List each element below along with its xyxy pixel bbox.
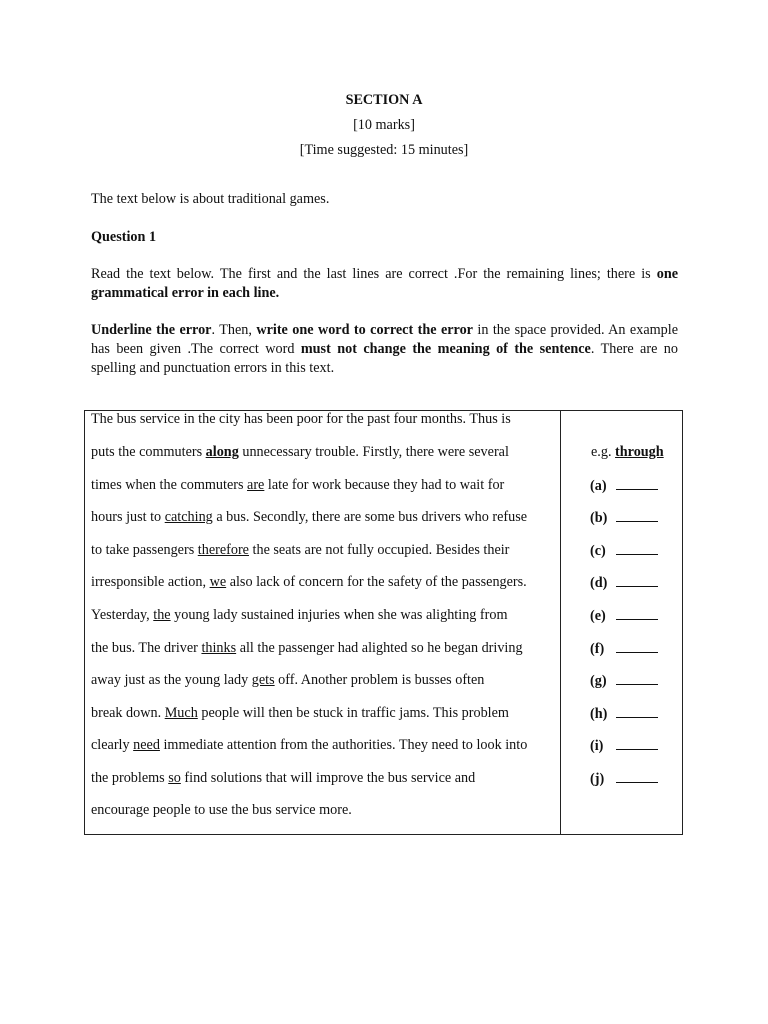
text-line: away just as the young lady gets off. Another problem is busses often: [91, 672, 485, 688]
text-line: to take passengers therefore the seats are not fully occupied. Besides their: [91, 542, 510, 558]
section-marks: [10 marks]: [353, 117, 415, 133]
answer-slot-c[interactable]: (c): [590, 542, 658, 560]
answer-slot-j[interactable]: (j): [590, 770, 658, 788]
answer-slot-b[interactable]: (b): [590, 509, 658, 527]
instruction-2-text-3: . There are no spelling and punctuation errors in this text.: [91, 341, 678, 376]
text-line: hours just to catching a bus. Secondly, there are some bus drivers who refuse: [91, 509, 528, 525]
text-line: encourage people to use the bus service more.: [91, 802, 352, 818]
text-line: irresponsible action, we also lack of concern for the safety of the passengers.: [91, 574, 527, 590]
underlined-error: so: [168, 770, 181, 786]
answer-slot-g[interactable]: (g): [590, 672, 658, 690]
column-divider: [560, 411, 561, 834]
instruction-2-bold-1: Underline the error: [91, 322, 212, 338]
instruction-1-bold: one grammatical error in each line.: [91, 266, 678, 301]
answer-slot-d[interactable]: (d): [590, 574, 658, 592]
text-line: The bus service in the city has been poor for the past four months. Thus is: [91, 411, 511, 427]
question-title: Question 1: [91, 229, 157, 245]
text-line: the problems so find solutions that will improve the bus service and: [91, 770, 476, 786]
underlined-error: therefore: [197, 542, 249, 558]
underlined-error: need: [133, 737, 160, 753]
instruction-2: [91, 321, 678, 378]
instruction-2-text-1: . Then,: [211, 322, 257, 338]
text-line: Yesterday, the young lady sustained injuries when she was alighting from: [91, 607, 508, 623]
answer-slot-f[interactable]: (f): [590, 640, 658, 658]
instruction-2-bold-3: must not change the meaning of the sentence: [300, 341, 591, 357]
underlined-error: gets: [251, 672, 275, 688]
text-line: break down. Much people will then be stuck in traffic jams. This problem: [91, 705, 509, 721]
text-line: times when the commuters are late for work because they had to wait for: [91, 477, 505, 493]
text-line: puts the commuters along unnecessary trouble. Firstly, there were several: [91, 444, 509, 460]
underlined-example: along: [205, 444, 239, 460]
answer-slot-a[interactable]: (a): [590, 477, 658, 495]
instruction-2-text-2: in the space provided. An example has been given .The correct word: [91, 322, 678, 357]
answer-slot-h[interactable]: (h): [590, 705, 658, 723]
answer-slot-i[interactable]: (i): [590, 737, 658, 755]
answer-slot-e[interactable]: (e): [590, 607, 658, 625]
error-correction-table: [84, 410, 683, 835]
instruction-2-bold-2: write one word to correct the error: [256, 322, 473, 338]
underlined-error: catching: [164, 509, 213, 525]
time-suggested: [Time suggested: 15 minutes]: [299, 142, 469, 158]
text-line: clearly need immediate attention from the authorities. They need to look into: [91, 737, 528, 753]
underlined-error: Much: [164, 705, 198, 721]
example-answer: e.g. through: [591, 444, 664, 460]
underlined-error: the: [153, 607, 171, 623]
intro-text: The text below is about traditional games.: [91, 191, 330, 207]
underlined-error: we: [209, 574, 227, 590]
underlined-error: are: [247, 477, 265, 493]
underlined-error: thinks: [201, 640, 237, 656]
section-title: SECTION A: [345, 92, 423, 108]
instruction-1-text: Read the text below. The first and the last lines are correct .For the remaining lines; there is: [91, 266, 657, 282]
instruction-1: [91, 265, 678, 303]
text-line: the bus. The driver thinks all the passenger had alighted so he began driving: [91, 640, 523, 656]
